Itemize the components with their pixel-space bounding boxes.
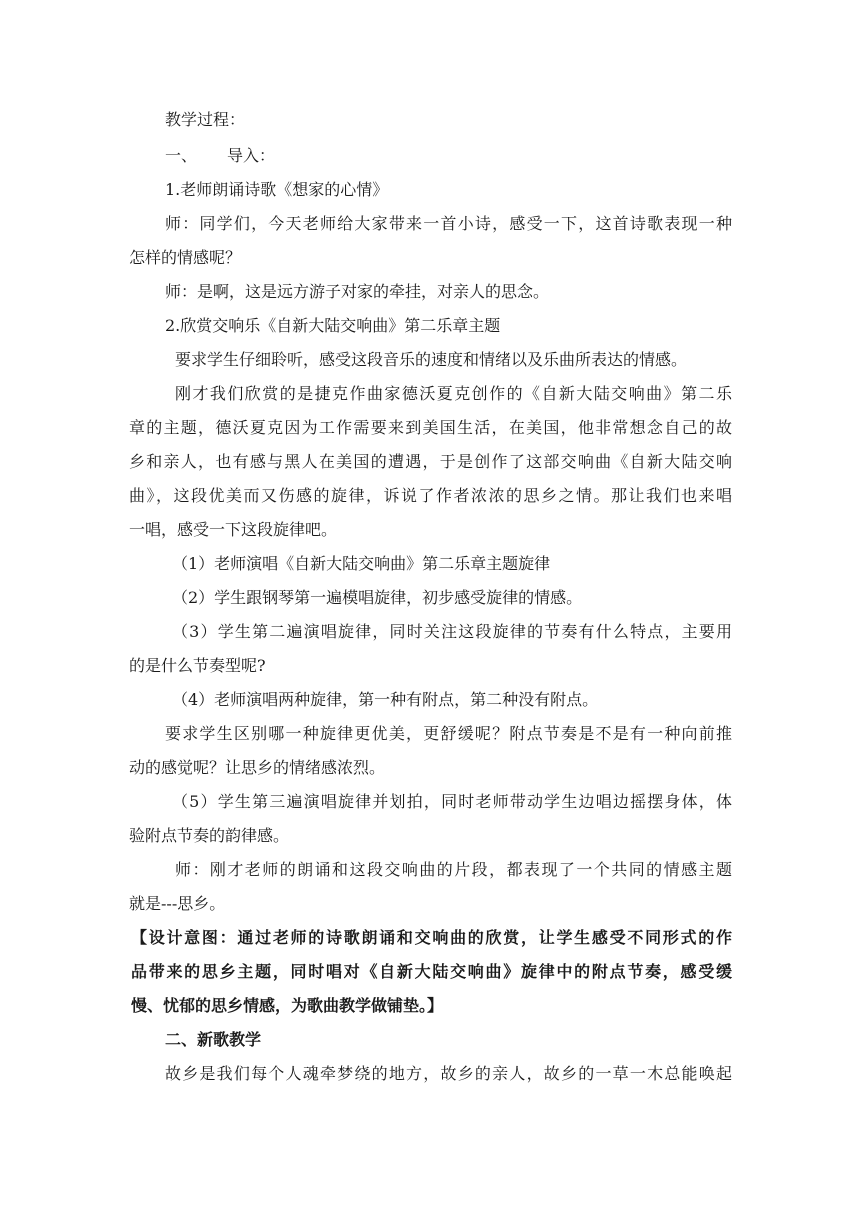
design-intent-line: 【设计意图：通过老师的诗歌朗诵和交响曲的欣赏，让学生感受不同形式的作 xyxy=(131,928,732,947)
item-2-title: 2.欣赏交响乐《自新大陆交响曲》第二乐章主题 xyxy=(165,316,501,335)
paragraph-line: 怎样的情感呢？ xyxy=(129,248,242,267)
paragraph-line: 要求学生区别哪一种旋律更优美，更舒缓呢？附点节奏是不是有一种向前推 xyxy=(165,724,732,743)
item-1-title: 1.老师朗诵诗歌《想家的心情》 xyxy=(165,180,389,199)
paragraph-line: 乡和亲人，也有感与黑人在美国的遭遇，于是创作了这部交响曲《自新大陆交响 xyxy=(129,452,732,471)
step-item: （5）学生第三遍演唱旋律并划拍，同时老师带动学生边唱边摇摆身体，体 xyxy=(172,792,732,811)
paragraph-line: 一唱，感受一下这段旋律吧。 xyxy=(129,520,338,539)
step-item: （3）学生第二遍演唱旋律，同时关注这段旋律的节奏有什么特点，主要用 xyxy=(172,622,732,641)
heading-teaching-process: 教学过程： xyxy=(165,110,246,129)
design-intent-line: 慢、忧郁的思乡情感，为歌曲教学做铺垫。】 xyxy=(131,996,444,1015)
step-item: （4）老师演唱两种旋律，第一种有附点，第二种没有附点。 xyxy=(172,690,599,709)
step-item: （1）老师演唱《自新大陆交响曲》第二乐章主题旋律 xyxy=(172,554,551,573)
paragraph-line: 故乡是我们每个人魂牵梦绕的地方，故乡的亲人，故乡的一草一木总能唤起 xyxy=(165,1064,732,1083)
section-heading-intro xyxy=(165,144,768,168)
paragraph-line: 师：同学们，今天老师给大家带来一首小诗，感受一下，这首诗歌表现一种 xyxy=(165,214,732,233)
paragraph-line: 的是什么节奏型呢? xyxy=(129,656,266,675)
section-number: 一、 xyxy=(165,146,198,165)
section-heading-new-song: 二、新歌教学 xyxy=(165,1030,262,1049)
step-item: （2）学生跟钢琴第一遍模唱旋律，初步感受旋律的情感。 xyxy=(172,588,583,607)
paragraph-line: 曲》，这段优美而又伤感的旋律，诉说了作者浓浓的思乡之情。那让我们也来唱 xyxy=(129,486,732,505)
paragraph-line: 验附点节奏的韵律感。 xyxy=(129,826,290,845)
paragraph-line: 就是---思乡。 xyxy=(129,894,226,913)
paragraph-line: 师：刚才老师的朗诵和这段交响曲的片段，都表现了一个共同的情感主题 xyxy=(175,860,732,879)
design-intent-line: 品带来的思乡主题，同时唱对《自新大陆交响曲》旋律中的附点节奏，感受缓 xyxy=(131,962,732,981)
paragraph-line: 刚才我们欣赏的是捷克作曲家德沃夏克创作的《自新大陆交响曲》第二乐 xyxy=(175,384,732,403)
paragraph-line: 动的感觉呢？让思乡的情绪感浓烈。 xyxy=(129,758,386,777)
paragraph-line: 师：是啊，这是远方游子对家的牵挂，对亲人的思念。 xyxy=(165,282,550,301)
paragraph-line: 章的主题，德沃夏克因为工作需要来到美国生活，在美国，他非常想念自己的故 xyxy=(129,418,732,437)
paragraph-line: 要求学生仔细聆听，感受这段音乐的速度和情绪以及乐曲所表达的情感。 xyxy=(175,350,688,369)
section-title: 导入： xyxy=(227,146,276,165)
